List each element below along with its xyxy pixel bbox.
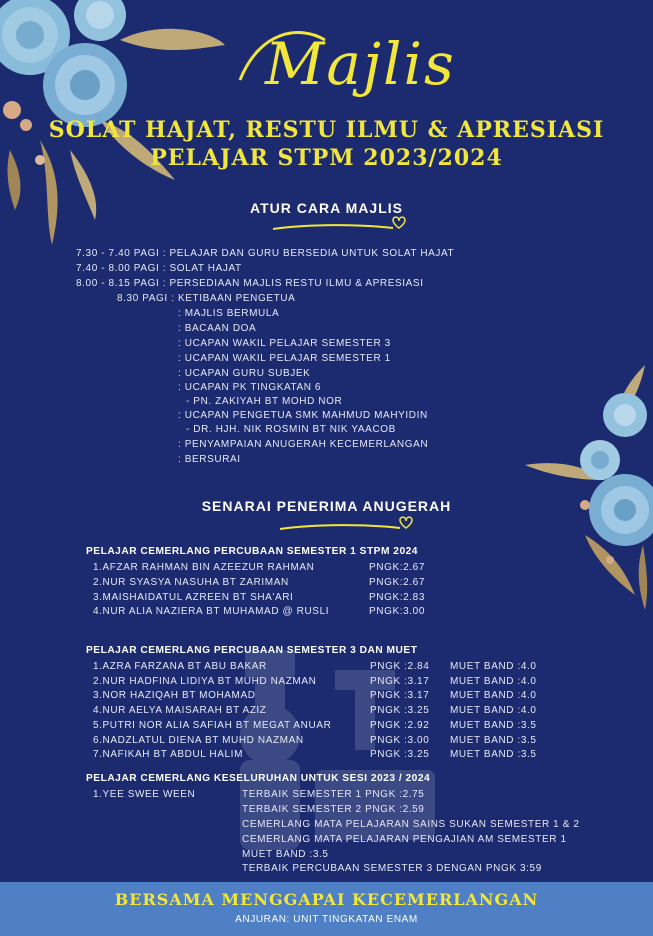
agenda-text: : SOLAT HAJAT bbox=[162, 263, 242, 274]
award-row-name: 3.MAISHAIDATUL AZREEN BT SHA'ARI bbox=[93, 592, 294, 603]
agenda-row: - DR. HJH. NIK ROSMIN BT NIK YAACOB bbox=[186, 424, 396, 435]
award-row-pngk: PNGK :2.84 bbox=[370, 661, 430, 672]
agenda-row bbox=[117, 293, 295, 304]
agenda-row bbox=[76, 263, 242, 274]
award-row-pngk: PNGK :3.25 bbox=[370, 705, 430, 716]
footer-slogan: BERSAMA MENGGAPAI KECEMERLANGAN bbox=[114, 890, 539, 909]
award-row-pngk: PNGK :3.17 bbox=[370, 690, 430, 701]
agenda-row bbox=[76, 248, 454, 259]
award-row-name: 2.NUR HADFINA LIDIYA BT MUHD NAZMAN bbox=[93, 676, 317, 687]
award-row-name: 4.NUR AELYA MAISARAH BT AZIZ bbox=[93, 705, 267, 716]
award-row-pngk: PNGK:2.67 bbox=[369, 577, 425, 588]
award-detail-line: MUET BAND :3.5 bbox=[242, 849, 329, 860]
award-row-name: 5.PUTRI NOR ALIA SAFIAH BT MEGAT ANUAR bbox=[93, 720, 332, 731]
agenda-row: - PN. ZAKIYAH BT MOHD NOR bbox=[186, 396, 343, 407]
award-row-muet: MUET BAND :3.5 bbox=[450, 720, 537, 731]
agenda-text: : PERSEDIAAN MAJLIS RESTU ILMU & APRESIASI bbox=[162, 278, 424, 289]
award-row-pngk: PNGK:2.83 bbox=[369, 592, 425, 603]
agenda-row: : UCAPAN PK TINGKATAN 6 bbox=[178, 382, 322, 393]
award-row-muet: MUET BAND :4.0 bbox=[450, 705, 537, 716]
award-row-pngk: PNGK :2.92 bbox=[370, 720, 430, 731]
awards-heading: SENARAI PENERIMA ANUGERAH bbox=[201, 498, 452, 514]
award-row-name: 2.NUR SYASYA NASUHA BT ZARIMAN bbox=[93, 577, 289, 588]
award-detail-line: TERBAIK SEMESTER 1 PNGK :2.75 bbox=[242, 789, 425, 800]
award-row-pngk: PNGK :3.25 bbox=[370, 749, 430, 760]
award-row-name: 1.YEE SWEE WEEN bbox=[93, 789, 196, 800]
award-row-name: 1.AFZAR RAHMAN BIN AZEEZUR RAHMAN bbox=[93, 562, 315, 573]
script-title: Majlis bbox=[265, 30, 456, 98]
main-title-line1: SOLAT HAJAT, RESTU ILMU & APRESIASI bbox=[48, 117, 605, 143]
award-row-name: 6.NADZLATUL DIENA BT MUHD NAZMAN bbox=[93, 735, 304, 746]
award-row-muet: MUET BAND :3.5 bbox=[450, 749, 537, 760]
agenda-row: : UCAPAN WAKIL PELAJAR SEMESTER 1 bbox=[178, 353, 391, 364]
award-detail-line: TERBAIK SEMESTER 2 PNGK :2.59 bbox=[242, 804, 425, 815]
award-group-title: PELAJAR CEMERLANG PERCUBAAN SEMESTER 1 STPM 2024 bbox=[86, 546, 418, 557]
award-row-pngk: PNGK :3.17 bbox=[370, 676, 430, 687]
award-row-pngk: PNGK:3.00 bbox=[369, 606, 425, 617]
award-detail-line: CEMERLANG MATA PELAJARAN PENGAJIAN AM SEMESTER 1 bbox=[242, 834, 567, 845]
agenda-row: : BACAAN DOA bbox=[178, 323, 257, 334]
award-detail-line: CEMERLANG MATA PELAJARAN SAINS SUKAN SEMESTER 1 & 2 bbox=[242, 819, 580, 830]
award-group-title: PELAJAR CEMERLANG KESELURUHAN UNTUK SESI 2023 / 2024 bbox=[86, 773, 431, 784]
agenda-row: : BERSURAI bbox=[178, 454, 241, 465]
award-row-pngk: PNGK :3.00 bbox=[370, 735, 430, 746]
award-row-name: 4.NUR ALIA NAZIERA BT MUHAMAD @ RUSLI bbox=[93, 606, 330, 617]
award-row-name: 3.NOR HAZIQAH BT MOHAMAD bbox=[93, 690, 256, 701]
main-title bbox=[0, 116, 653, 172]
agenda-time: 8.30 PAGI bbox=[117, 293, 168, 304]
agenda-text: : KETIBAAN PENGETUA bbox=[171, 293, 296, 304]
award-row-pngk: PNGK:2.67 bbox=[369, 562, 425, 573]
title-swirl-icon bbox=[230, 20, 430, 110]
floral-decoration-right bbox=[525, 345, 653, 615]
agenda-row: : PENYAMPAIAN ANUGERAH KECEMERLANGAN bbox=[178, 439, 429, 450]
agenda-text: : PELAJAR DAN GURU BERSEDIA UNTUK SOLAT HAJAT bbox=[162, 248, 455, 259]
footer-organizer: ANJURAN: UNIT TINGKATAN ENAM bbox=[235, 914, 418, 925]
award-detail-line: TERBAIK PERCUBAAN SEMESTER 3 DENGAN PNGK 3:59 bbox=[242, 863, 542, 874]
footer-banner bbox=[0, 882, 653, 936]
agenda-row: : UCAPAN WAKIL PELAJAR SEMESTER 3 bbox=[178, 338, 391, 349]
main-title-line2: PELAJAR STPM 2023/2024 bbox=[150, 145, 503, 171]
award-row-muet: MUET BAND :3.5 bbox=[450, 735, 537, 746]
agenda-time: 8.00 - 8.15 PAGI bbox=[76, 278, 160, 289]
heart-underline-icon bbox=[275, 512, 415, 534]
heart-underline-icon bbox=[268, 212, 408, 234]
award-group-title: PELAJAR CEMERLANG PERCUBAAN SEMESTER 3 DAN MUET bbox=[86, 645, 418, 656]
agenda-row: : UCAPAN PENGETUA SMK MAHMUD MAHYIDIN bbox=[178, 410, 428, 421]
agenda-row: : MAJLIS BERMULA bbox=[178, 308, 280, 319]
agenda-time: 7.40 - 8.00 PAGI bbox=[76, 263, 160, 274]
award-row-muet: MUET BAND :4.0 bbox=[450, 690, 537, 701]
award-row-name: 1.AZRA FARZANA BT ABU BAKAR bbox=[93, 661, 267, 672]
agenda-time: 7.30 - 7.40 PAGI bbox=[76, 248, 160, 259]
agenda-row: : UCAPAN GURU SUBJEK bbox=[178, 368, 311, 379]
award-row-muet: MUET BAND :4.0 bbox=[450, 661, 537, 672]
agenda-heading: ATUR CARA MAJLIS bbox=[250, 200, 403, 216]
award-row-muet: MUET BAND :4.0 bbox=[450, 676, 537, 687]
agenda-row bbox=[76, 278, 424, 289]
award-row-name: 7.NAFIKAH BT ABDUL HALIM bbox=[93, 749, 243, 760]
